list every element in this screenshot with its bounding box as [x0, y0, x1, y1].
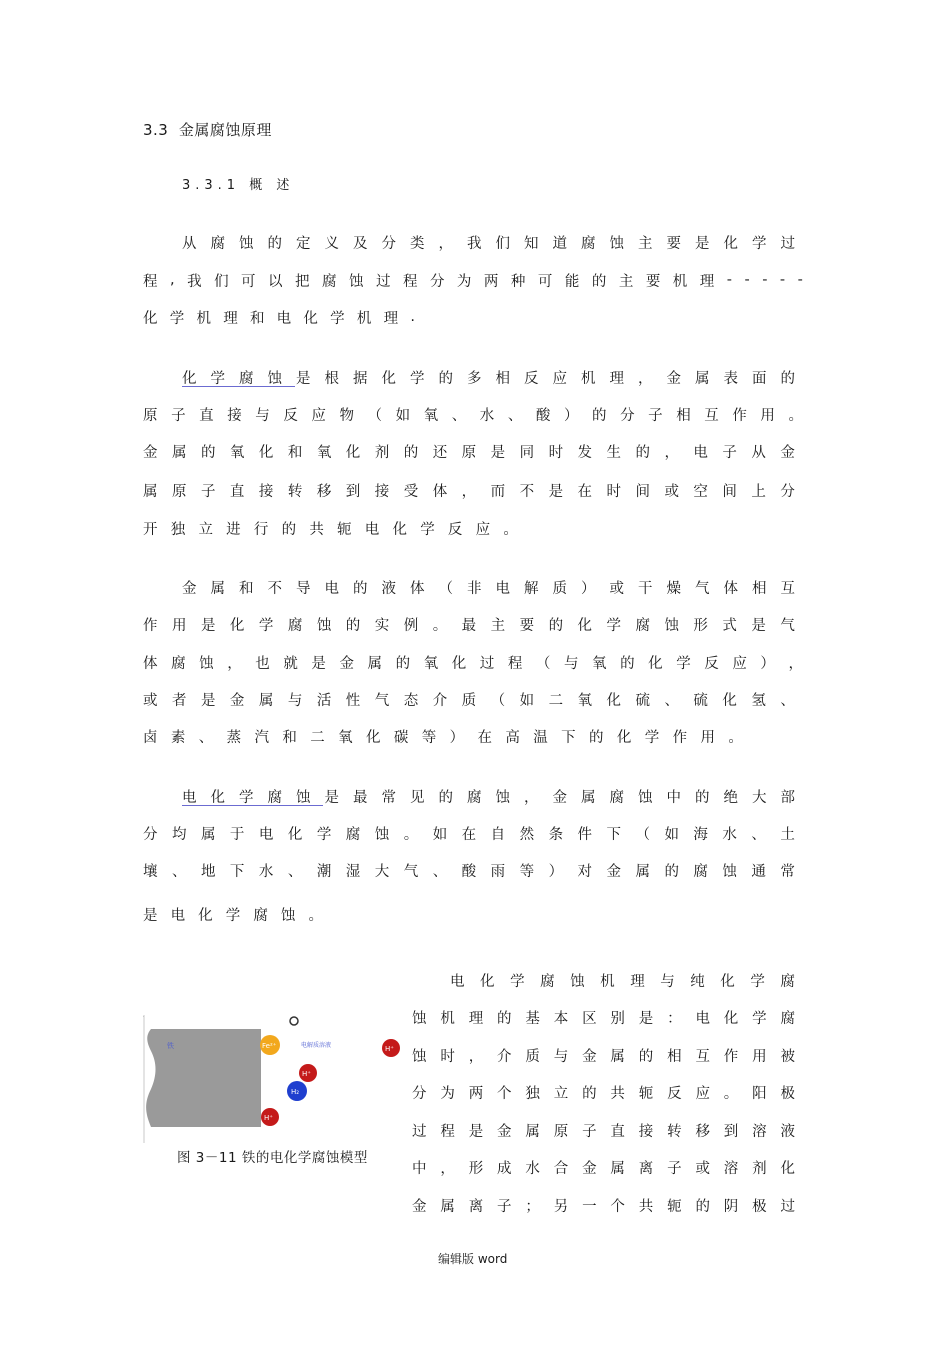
paragraph-line: 电 化 学 腐 蚀 机 理 与 纯 化 学 腐	[450, 973, 795, 990]
h2-label: H₂	[291, 1088, 300, 1096]
iron-metal-block	[146, 1029, 261, 1127]
paragraph-line: 分 为 两 个 独 立 的 共 轭 反 应 。 阳 极	[412, 1085, 795, 1102]
h-ion-label: H⁺	[264, 1114, 273, 1122]
paragraph-line: 从 腐 蚀 的 定 义 及 分 类 ， 我 们 知 道 腐 蚀 主 要 是 化 学 过	[182, 235, 795, 252]
paragraph-line: 体 腐 蚀 ， 也 就 是 金 属 的 氧 化 过 程 （ 与 氧 的 化 学 反 应 ） ，	[143, 655, 803, 672]
paragraph-line: 开 独 立 进 行 的 共 轭 电 化 学 反 应 。	[143, 521, 518, 538]
figure-caption: 图 3－11 铁的电化学腐蚀模型	[177, 1150, 368, 1166]
page-footer: 编辑版 word	[438, 1252, 508, 1266]
subsection-title: 3.3.1 概 述	[182, 178, 295, 193]
electron-dot	[290, 1017, 298, 1025]
paragraph-line: 分 均 属 于 电 化 学 腐 蚀 。 如 在 自 然 条 件 下 （ 如 海 水 、 土	[143, 826, 795, 843]
metal-label: 铁	[167, 1042, 174, 1050]
corrosion-model-figure	[143, 1015, 408, 1143]
paragraph-line: 原 子 直 接 与 反 应 物 （ 如 氧 、 水 、 酸 ） 的 分 子 相 互 作 用 。	[143, 407, 803, 424]
paragraph-line: 或 者 是 金 属 与 活 性 气 态 介 质 （ 如 二 氧 化 硫 、 硫 化 氢 、	[143, 692, 795, 709]
section-title	[143, 119, 272, 140]
paragraph-line: 是 电 化 学 腐 蚀 。	[143, 907, 323, 924]
paragraph-line: 过 程 是 金 属 原 子 直 接 转 移 到 溶 液	[412, 1123, 795, 1140]
term-underline	[182, 386, 295, 387]
paragraph-line: 化 学 机 理 和 电 化 学 机 理 .	[143, 309, 415, 327]
paragraph-line: 程 , 我 们 可 以 把 腐 蚀 过 程 分 为 两 种 可 能 的 主 要 机 理 - - - - -	[143, 272, 803, 290]
solution-label: 电解质溶液	[301, 1042, 332, 1049]
h-ion-label: H⁺	[302, 1070, 311, 1078]
paragraph-line: 蚀 时 ， 介 质 与 金 属 的 相 互 作 用 被	[412, 1048, 795, 1065]
paragraph-line: 卤 素 、 蒸 汽 和 二 氧 化 碳 等 ） 在 高 温 下 的 化 学 作 用 。	[143, 729, 743, 746]
paragraph-line: 中 ， 形 成 水 合 金 属 离 子 或 溶 剂 化	[412, 1160, 795, 1177]
fe-ion-label: Fe²⁺	[262, 1042, 277, 1050]
paragraph-line: 金 属 的 氧 化 和 氧 化 剂 的 还 原 是 同 时 发 生 的 ， 电 子 从 金	[143, 444, 795, 461]
paragraph-line: 蚀 机 理 的 基 本 区 别 是 ： 电 化 学 腐	[412, 1010, 795, 1027]
h-ion-label: H⁺	[385, 1045, 394, 1053]
paragraph-line: 化 学 腐 蚀 是 根 据 化 学 的 多 相 反 应 机 理 ， 金 属 表 面 的	[182, 370, 795, 387]
term-underline	[182, 805, 323, 806]
paragraph-line: 电 化 学 腐 蚀 是 最 常 见 的 腐 蚀 ， 金 属 腐 蚀 中 的 绝 大 部	[182, 789, 795, 806]
section-title-text: 金属腐蚀原理	[178, 121, 272, 139]
paragraph-line: 金 属 离 子 ； 另 一 个 共 轭 的 阴 极 过	[412, 1198, 795, 1215]
paragraph-line: 属 原 子 直 接 转 移 到 接 受 体 ， 而 不 是 在 时 间 或 空 间 上 分	[143, 483, 795, 500]
paragraph-line: 壤 、 地 下 水 、 潮 湿 大 气 、 酸 雨 等 ） 对 金 属 的 腐 蚀 通 常	[143, 863, 795, 880]
paragraph-line: 作 用 是 化 学 腐 蚀 的 实 例 。 最 主 要 的 化 学 腐 蚀 形 式 是 气	[143, 617, 795, 634]
section-number: 3.3	[143, 121, 169, 139]
paragraph-line: 金 属 和 不 导 电 的 液 体 （ 非 电 解 质 ） 或 干 燥 气 体 相 互	[182, 580, 795, 597]
